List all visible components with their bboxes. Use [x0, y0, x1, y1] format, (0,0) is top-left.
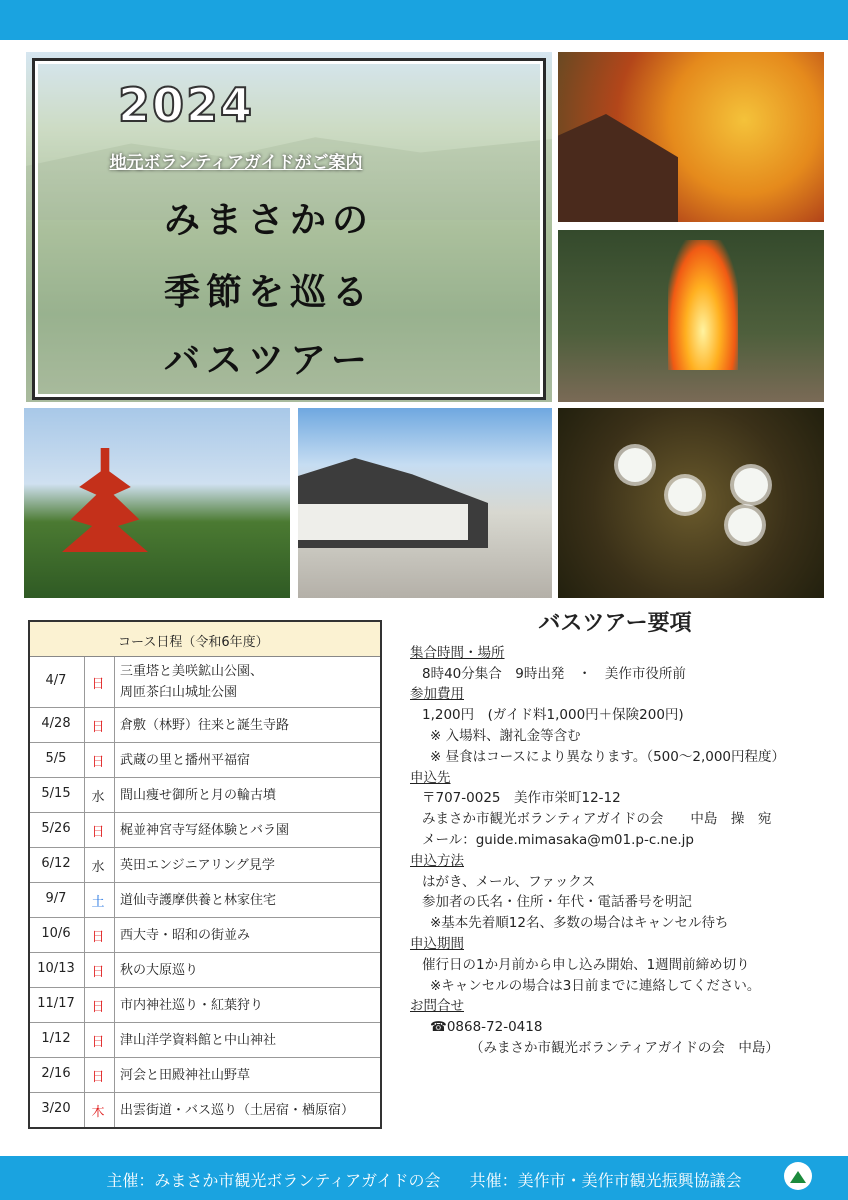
course-row	[30, 743, 380, 778]
course-day: 水	[91, 860, 105, 875]
info-line: 参加者の氏名・住所・年代・電話番号を明記	[422, 894, 692, 911]
info-title: バスツアー要項	[538, 611, 692, 636]
course-date: 4/28	[41, 716, 71, 731]
info-line: 催行日の1か月前から申し込み開始、1週間前締め切り	[422, 956, 750, 973]
info-section-heading: お問合せ	[410, 998, 464, 1015]
tour-info	[410, 611, 830, 1059]
hero-title-line-3: バスツアー	[164, 339, 373, 381]
course-row	[30, 813, 380, 848]
course-name: 出雲街道・バス巡り（土居宿・楢原宿）	[120, 1103, 355, 1118]
course-date: 2/16	[41, 1066, 71, 1081]
info-line: （みまさか市観光ボランティアガイドの会 中島）	[470, 1039, 779, 1056]
hero-title-line-1: みまさかの	[164, 199, 375, 241]
info-line: ※ 入場料、謝礼金等含む	[430, 727, 581, 744]
footer-banner	[0, 1156, 848, 1200]
course-name: 間山痩せ御所と月の輪古墳	[120, 788, 277, 803]
course-row	[30, 918, 380, 953]
info-section-heading: 申込期間	[410, 935, 464, 952]
course-row	[30, 1023, 380, 1058]
info-section-heading: 参加費用	[410, 686, 464, 703]
course-date: 5/15	[41, 786, 71, 801]
photo-old-street	[298, 408, 552, 598]
course-date: 10/13	[37, 961, 75, 976]
course-day: 日	[91, 1000, 105, 1015]
course-date: 1/12	[41, 1031, 71, 1046]
course-name: 三重塔と美咲鉱山公園、 周匝茶臼山城址公園	[120, 664, 264, 700]
course-day: 日	[91, 930, 105, 945]
course-schedule-table	[28, 620, 382, 1129]
hero-image	[26, 52, 552, 402]
course-date: 5/26	[41, 821, 71, 836]
course-row	[30, 708, 380, 743]
info-line: ☎0868-72-0418	[430, 1019, 543, 1036]
photo-fire-ritual	[558, 230, 824, 402]
course-name: 市内神社巡り・紅葉狩り	[120, 998, 264, 1013]
course-row	[30, 1058, 380, 1093]
course-name: 道仙寺護摩供養と林家住宅	[120, 893, 277, 908]
course-day: 木	[91, 1105, 105, 1120]
hero-title-line-2: 季節を巡る	[164, 271, 375, 313]
course-row	[30, 988, 380, 1023]
course-date: 6/12	[41, 856, 71, 871]
photo-white-flowers	[558, 408, 824, 598]
course-name: 津山洋学資料館と中山神社	[120, 1033, 277, 1048]
course-name: 英田エンジニアリング見学	[120, 858, 275, 873]
course-date: 10/6	[41, 926, 71, 941]
course-name: 倉敷（林野）往来と誕生寺路	[120, 718, 290, 733]
association-logo-icon	[784, 1162, 812, 1190]
hero-subtitle: 地元ボランティアガイドがご案内	[109, 153, 363, 173]
organizer-label: 主催：みまさか市観光ボランティアガイドの会	[106, 1171, 441, 1190]
course-date: 4/7	[45, 673, 67, 688]
course-name: 梶並神宮寺写経体験とバラ園	[120, 823, 290, 838]
course-name: 西大寺・昭和の街並み	[120, 928, 251, 943]
course-day: 日	[91, 677, 105, 692]
course-row	[30, 848, 380, 883]
info-line: 8時40分集合 9時出発 ・ 美作市役所前	[422, 665, 686, 682]
top-banner	[0, 0, 848, 40]
course-row	[30, 953, 380, 988]
info-line: メール：guide.mimasaka@m01.p-c.ne.jp	[422, 831, 695, 848]
course-date: 3/20	[41, 1101, 71, 1116]
cosponsor-label: 共催：美作市・美作市観光振興協議会	[469, 1171, 742, 1190]
course-day: 土	[91, 895, 105, 910]
course-date: 9/7	[45, 891, 67, 906]
info-line: 〒707-0025 美作市栄町12-12	[422, 790, 621, 807]
course-header-label: コース日程（令和6年度）	[118, 635, 269, 650]
course-row	[30, 1093, 380, 1127]
course-row	[30, 657, 380, 708]
info-line: ※キャンセルの場合は3日前までに連絡してください。	[430, 977, 761, 994]
course-day: 日	[91, 1070, 105, 1085]
info-line: はがき、メール、ファックス	[422, 873, 596, 890]
course-day: 水	[91, 790, 105, 805]
course-name: 河会と田殿神社山野草	[120, 1068, 251, 1083]
info-section-heading: 申込方法	[410, 852, 464, 869]
info-section-heading: 集合時間・場所	[410, 644, 505, 661]
course-row	[30, 778, 380, 813]
info-line: ※基本先着順12名、多数の場合はキャンセル待ち	[430, 915, 729, 932]
course-day: 日	[91, 825, 105, 840]
course-date: 5/5	[45, 751, 67, 766]
info-section-heading: 申込先	[410, 769, 451, 786]
info-line: ※ 昼食はコースにより異なります。（500～2,000円程度）	[430, 748, 786, 765]
course-name: 武蔵の里と播州平福宿	[120, 753, 251, 768]
course-date: 11/17	[37, 996, 75, 1011]
info-line: みまさか市観光ボランティアガイドの会 中島 操 宛	[422, 811, 772, 828]
course-name: 秋の大原巡り	[120, 963, 199, 978]
year-title: 2024	[117, 78, 255, 132]
course-row	[30, 883, 380, 918]
course-day: 日	[91, 1035, 105, 1050]
photo-autumn-temple	[558, 52, 824, 222]
info-line: 1,200円 (ガイド料1,000円＋保険200円)	[422, 707, 684, 724]
course-day: 日	[91, 720, 105, 735]
course-day: 日	[91, 965, 105, 980]
photo-pagoda	[24, 408, 290, 598]
course-header	[30, 622, 380, 657]
course-day: 日	[91, 755, 105, 770]
